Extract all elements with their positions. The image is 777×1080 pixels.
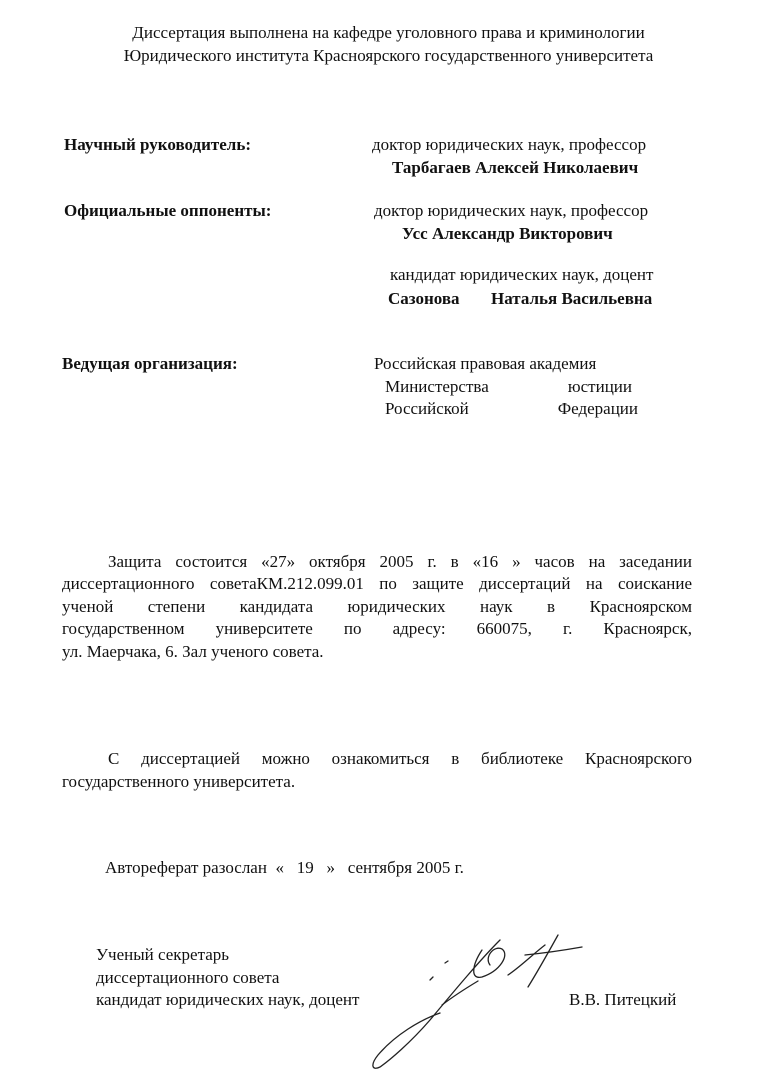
lead-org-line-3-b: Федерации — [557, 399, 638, 418]
lead-org-line-3 — [385, 398, 638, 420]
library-line-1: С диссертацией можно ознакомиться в библиотеке Красноярского — [108, 749, 692, 768]
secretary-line-2: диссертационного совета — [96, 968, 280, 987]
opponents-label: Официальные оппоненты: — [64, 201, 272, 220]
lead-org-line-2-b: юстиции — [567, 377, 632, 396]
supervisor-label: Научный руководитель: — [64, 135, 251, 154]
supervisor-name: Тарбагаев Алексей Николаевич — [392, 158, 639, 177]
lead-org-line-3-a: Российской — [385, 399, 469, 418]
defense-line-4: государственном университете по адресу: 660075, г. Красноярск, — [62, 619, 692, 638]
lead-org-line-2-a: Министерства — [385, 377, 489, 396]
signature-image — [360, 925, 590, 1075]
defense-line-1: Защита состоится «27» октября 2005 г. в «16 » часов на заседании — [108, 552, 692, 571]
header-line-2: Юридического института Красноярского государственного университета — [123, 46, 654, 65]
secretary-name: В.В. Питецкий — [569, 990, 677, 1009]
opponent-2-degree: кандидат юридических наук, доцент — [390, 265, 654, 284]
supervisor-degree: доктор юридических наук, профессор — [372, 135, 647, 154]
lead-org-line-1: Российская правовая академия — [374, 354, 597, 373]
opponent-2-name-rest: Наталья Васильевна — [491, 289, 653, 308]
defense-line-5: ул. Маерчака, 6. Зал ученого совета. — [62, 642, 324, 661]
secretary-line-1: Ученый секретарь — [96, 945, 230, 964]
defense-line-2: диссертационного советаКМ.212.099.01 по защите диссертаций на соискание — [62, 574, 692, 593]
lead-org-label: Ведущая организация: — [62, 354, 238, 373]
header-line-1: Диссертация выполнена на кафедре уголовного права и криминологии — [132, 23, 645, 42]
library-line-2: государственного университета. — [62, 772, 296, 791]
lead-org-line-2 — [385, 376, 632, 398]
opponent-1-degree: доктор юридических наук, профессор — [374, 201, 649, 220]
opponent-2-name-first: Сазонова — [388, 289, 460, 308]
opponent-1-name: Усс Александр Викторович — [402, 224, 613, 243]
defense-line-3: ученой степени кандидата юридических наук в Красноярском — [62, 597, 692, 616]
secretary-line-3: кандидат юридических наук, доцент — [96, 990, 360, 1009]
sent-date: Автореферат разослан « 19 » сентября 2005 г. — [105, 858, 464, 877]
